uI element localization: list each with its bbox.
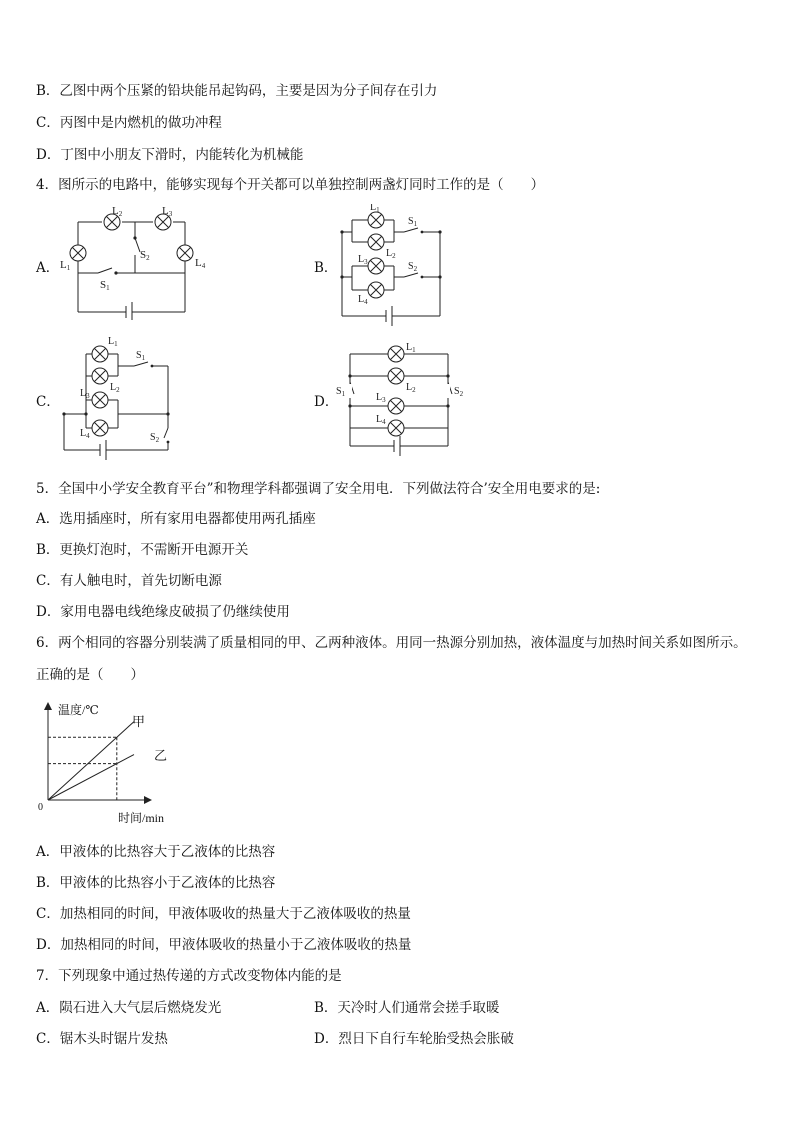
switch-s1-label-a: S [100,279,107,291]
svg-text:L2: $L_2$ [110,382,120,394]
q4-label-a: A． [36,260,60,276]
q6-option-d: D．加热相同的时间，甲液体吸收的热量小于乙液体吸收的热量 [36,937,412,953]
temperature-time-chart [34,698,224,828]
svg-text:L2: $L_2$ [406,382,416,394]
x-axis-label: 时间/min [118,811,165,825]
switch-s1-label-d: S [336,386,342,397]
svg-text:L4: $L_4$ [358,294,368,306]
switch-s1-label-c: S [136,350,142,361]
q7-option-d: D．烈日下自行车轮胎受热会胀破 [314,1031,514,1047]
q6-stem: 6．两个相同的容器分别装满了质量相同的甲、乙两种液体。用同一热源分别加热，液体温度与加热时间关系如图所示。 [36,635,747,651]
lamp-l3-label-a: L [162,205,169,217]
lamp-l4-label-d: L [376,414,383,425]
svg-text:S2: $S_2$ [150,432,160,444]
lamp-l3-label-c: L [80,388,87,399]
q7-stem: 7．下列现象中通过热传递的方式改变物体内能的是 [36,968,342,984]
q4-stem: 4．图所示的电路中，能够实现每个开关都可以单独控制两盏灯同时工作的是（ ） [36,177,545,193]
switch-s2-label-c: S [150,432,156,443]
lamp-l2-label-b: L [386,248,393,259]
q5-stem: 5．全国中小学安全教育平台”和物理学科都强调了安全用电．下列做法符合’安全用电要求的是: [36,481,601,497]
series-label-yi: 乙 [154,748,168,763]
lamp-l2-label-c: L [110,382,117,393]
svg-text:L3: $L_3$ [80,388,90,400]
lamp-l4-label-a: L [195,257,202,269]
circuit-c-diagram [56,334,180,462]
q3-option-c: C．丙图中是内燃机的做功冲程 [36,115,222,131]
q5-option-b: B．更换灯泡时，不需断开电源开关 [36,542,249,558]
switch-s2-label-a: S [140,249,147,261]
q7-option-a: A．陨石进入大气层后燃烧发光 [36,1000,222,1016]
series-label-jia: 甲 [132,714,146,729]
lamp-l4-label-c: L [80,428,87,439]
svg-text:L2: $L_2$ [386,248,396,260]
svg-text:L3: $L_3$ [376,392,386,404]
y-axis-label: 温度/℃ [58,703,99,717]
q6-option-a: A．甲液体的比热容大于乙液体的比热容 [36,844,276,860]
q7-option-c: C．锯木头时锯片发热 [36,1031,168,1047]
lamp-l1-label-c: L [108,336,115,347]
svg-text:S1: $S_1$ [336,386,346,398]
q3-option-b: B．乙图中两个压紧的铅块能吊起钩码，主要是因为分子间存在引力 [36,83,438,99]
q6-option-b: B．甲液体的比热容小于乙液体的比热容 [36,875,276,891]
lamp-l1-label-b: L [370,204,377,213]
svg-text:S2: $S_2$ [454,386,464,398]
q6-stem-cont: 正确的是（ ） [36,667,144,683]
svg-text:L3: $L_3$ [358,254,368,266]
origin-label: 0 [38,802,43,813]
svg-text:S1: $S_1$ [408,216,418,228]
svg-text:S1: S1 [100,279,110,292]
svg-text:L4: $L_4$ [376,414,386,426]
q7-option-b: B．天冷时人们通常会搓手取暖 [314,1000,500,1016]
switch-s1-label-b: S [408,216,414,227]
q5-option-d: D．家用电器电线绝缘皮破损了仍继续使用 [36,604,290,620]
q6-option-c: C．加热相同的时间，甲液体吸收的热量大于乙液体吸收的热量 [36,906,411,922]
svg-text:L2: L2 [112,205,123,218]
svg-text:L1: $L_1$ [108,336,118,348]
q4-label-d: D． [314,394,339,410]
lamp-l2-label-d: L [406,382,413,393]
circuit-b-diagram [332,204,452,326]
svg-text:S2: S2 [140,249,150,262]
svg-text:S2: $S_2$ [408,261,418,273]
circuit-a-diagram [50,200,220,320]
lamp-l2-label-a: L [112,205,119,217]
lamp-l1-label-d: L [406,342,413,353]
circuit-d-diagram [336,338,472,456]
lamp-l4-label-b: L [358,294,365,305]
q5-option-a: A．选用插座时，所有家用电器都使用两孔插座 [36,511,316,527]
svg-text:L3: L3 [162,205,173,218]
svg-text:L1: $L_1$ [406,342,416,354]
svg-text:L1: $L_1$ [370,204,380,214]
q4-label-b: B． [314,260,338,276]
switch-s2-label-b: S [408,261,414,272]
svg-text:L1: L1 [60,259,71,272]
lamp-l1-label-a: L [60,259,67,271]
q5-option-c: C．有人触电时，首先切断电源 [36,573,222,589]
lamp-l3-label-d: L [376,392,383,403]
lamp-l3-label-b: L [358,254,365,265]
svg-text:S1: $S_1$ [136,350,146,362]
q3-option-d: D．丁图中小朋友下滑时，内能转化为机械能 [36,147,304,163]
switch-s2-label-d: S [454,386,460,397]
svg-text:L4: L4 [195,257,206,270]
q4-label-c: C． [36,394,60,410]
svg-text:L4: $L_4$ [80,428,90,440]
